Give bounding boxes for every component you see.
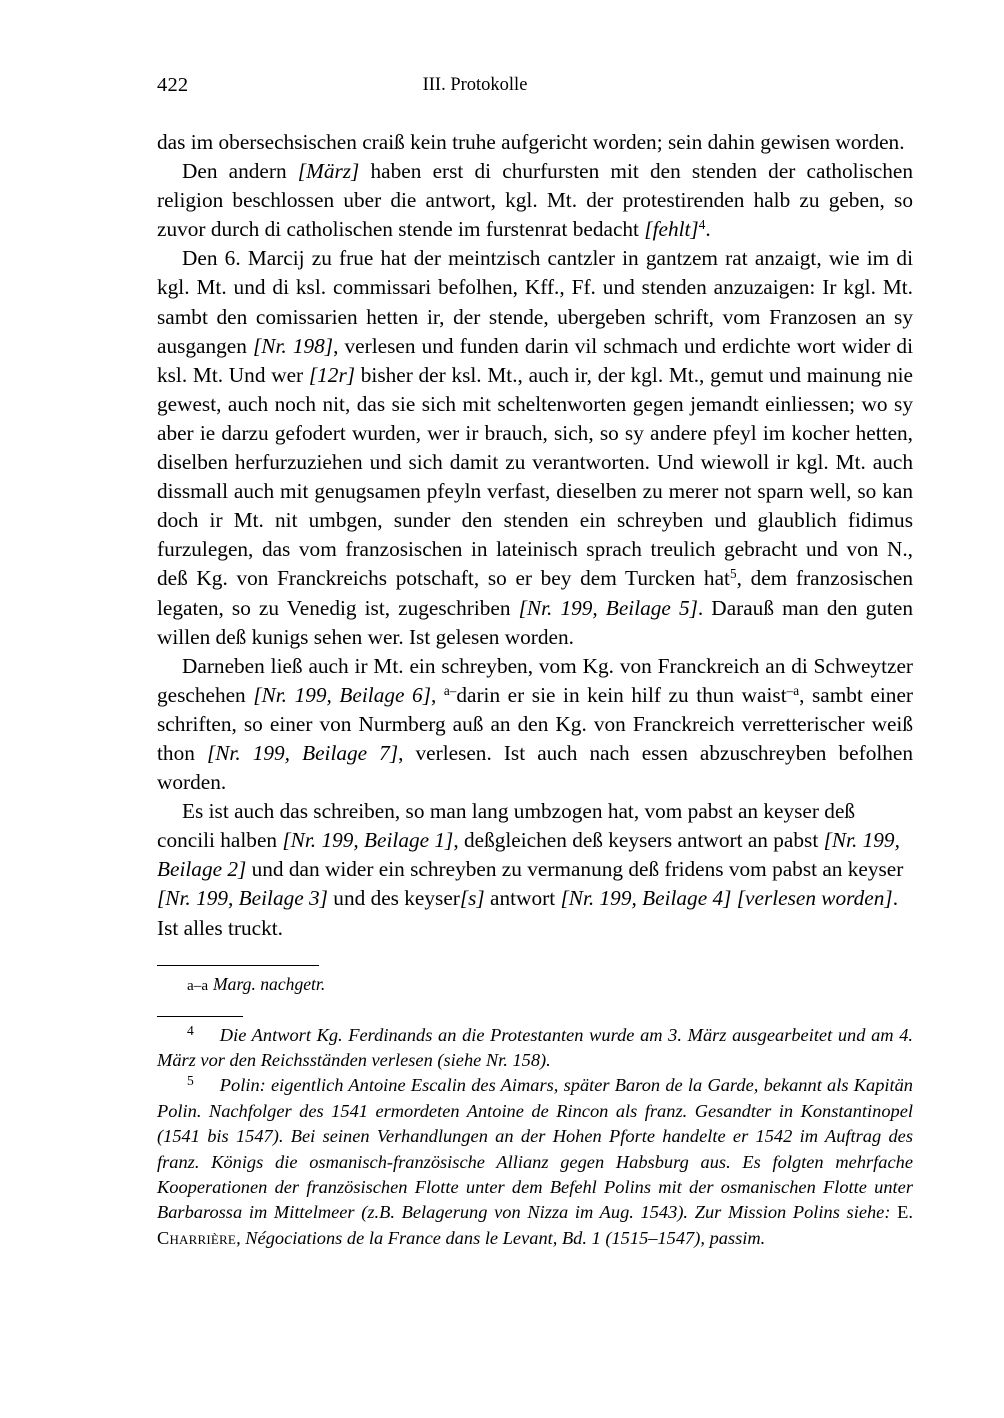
running-head xyxy=(157,74,913,114)
critical-apparatus xyxy=(157,972,913,998)
editorial-insertion: [Nr. 199, Beilage 6] xyxy=(253,682,431,707)
text-run: bisher der ksl. Mt., auch ir, der kgl. Mt., gemut und mainung nie gewest, auch noch nit, das sie sich mit scheltenworten gegen jemandt einliessen; wo sy aber ie darzu gefodert wurden, wer ir brauch, sich, so sy andere pfeyl im kocher hetten, diselben herfurzuziehen und sich damit zu verantworten. Und wiewoll ir kgl. Mt. auch dissmall auch mit genugsamen pfeyln verfast, dieselben zu merer not sparn well, so kan doch ir Mt. nit umbgen, sunder den stenden ein schreyben und glaublich fidimus furzulegen, das vom franzosischen in lateinisch sprach treulich gebracht und von N., deß Kg. von Franckreichs potschaft, so er bey dem Turcken hat xyxy=(157,362,913,591)
body-paragraph xyxy=(157,128,913,157)
editorial-insertion: [Nr. 199, Beilage 5] xyxy=(518,595,698,620)
text-run: , verlesen. Ist auch nach essen abzuschreyben befolhen worden. xyxy=(157,740,914,795)
text-run: . Ist alles truckt. xyxy=(157,886,899,940)
notes-section xyxy=(157,965,913,1252)
text-run: , Négociations de la France dans le Levant, Bd. 1 (1515–1547), passim. xyxy=(236,1227,766,1248)
running-title: III. Protokolle xyxy=(422,75,528,95)
text-run: darin er sie in kein hilf zu thun waist xyxy=(456,682,787,707)
text-run: , xyxy=(430,682,444,707)
apparatus-entry-text: Marg. nachgetr. xyxy=(213,973,326,994)
text-run: . Darauß man den guten willen deß kunigs sehen wer. Ist gelesen worden. xyxy=(157,595,913,649)
roman-text: E. xyxy=(897,1202,913,1223)
body-text xyxy=(157,128,913,943)
text-run: Darneben ließ auch ir Mt. ein schreyben, vom Kg. von Franckreich an di Schweytzer geschehen xyxy=(157,653,913,707)
text-run: haben erst di churfursten mit den stenden der catholischen religion beschlossen uber die antwort, kgl. Mt. der protestirenden halb zu geben, so zuvor durch di catholischen stende im furstenrat bedacht xyxy=(157,159,913,242)
body-paragraph xyxy=(157,244,913,651)
apparatus-marker: a– xyxy=(443,682,457,698)
editorial-insertion: [Nr. 198] xyxy=(253,333,334,358)
text-run: Den andern xyxy=(182,159,298,184)
apparatus-entry xyxy=(157,972,913,998)
text-run: Die Antwort Kg. Ferdinands an die Protestanten wurde am 3. März ausgearbeitet und am 4. März vor den Reichsständen verlesen (siehe Nr. 158). xyxy=(157,1024,913,1071)
text-run: , verlesen und funden darin vil schmach und erdichte wort wider di ksl. Mt. Und wer xyxy=(157,333,913,387)
editorial-insertion: [Nr. 199, Beilage 2] xyxy=(157,828,900,882)
text-run: , sambt einer schriften, so einer von Nurmberg auß an den Kg. von Franckreich verretterischer weiß thon xyxy=(157,682,913,765)
apparatus-marker: –a xyxy=(786,682,800,698)
text-run: das im obersechsischen craiß kein truhe aufgericht worden; sein dahin gewisen worden. xyxy=(157,130,905,154)
text-run: . xyxy=(705,217,711,242)
footnotes xyxy=(157,1023,913,1252)
editorial-insertion: [Nr. 199, Beilage 3] xyxy=(157,886,328,911)
text-run: und dan wider ein schreyben zu vermanung deß fridens vom pabst an keyser xyxy=(246,857,904,882)
editorial-insertion: [Nr. 199, Beilage 7] xyxy=(206,740,399,765)
body-paragraph xyxy=(157,652,913,797)
footnote-marker: 5 xyxy=(729,566,737,582)
footnote-rule xyxy=(157,1016,243,1017)
apparatus-rule xyxy=(157,965,319,966)
text-run: Polin: eigentlich Antoine Escalin des Aimars, später Baron de la Garde, bekannt als Kapitän Polin. Nachfolger des 1541 ermordeten Antoine de Rincon als franz. Gesandter in Konstantinopel (1541 bis 1547). Bei seinen Verhandlungen an der Hohen Pforte handelte er 1542 im Auftrag des franz. Königs die osmanisch-französische Allianz gegen Habsburg aus. Es folgten mehrfache Kooperationen der französischen Flotte unter dem Befehl Polins mit der osmanischen Flotte unter Barbarossa im Mittelmeer (z.B. Belagerung von Nizza im Aug. 1543). Zur Mission Polins siehe: xyxy=(157,1075,913,1223)
body-paragraph xyxy=(157,157,913,244)
text-run: , deßgleichen deß keysers antwort an pabst xyxy=(453,828,824,853)
editorial-insertion: [fehlt] xyxy=(644,217,699,242)
editorial-insertion: [s] xyxy=(459,886,485,911)
footnote-entry: 5 Polin: eigentlich Antoine Escalin des Aimars, später Baron de la Garde, bekannt als Kapitän Polin. Nachfolger des 1541 ermordeten Antoine de Rincon als franz. Gesandter in Konstantinopel (1541 bis 1547). Bei seinen Verhandlungen an der Hohen Pforte handelte er 1542 im Auftrag des franz. Königs die osmanisch-französische Allianz gegen Habsburg aus. Es folgten mehrfache Kooperationen der französischen Flotte unter dem Befehl Polins mit der osmanischen Flotte unter Barbarossa im Mittelmeer (z.B. Belagerung von Nizza im Aug. 1543). Zur Mission Polins siehe: E. Charrière, Négociations de la France dans le Levant, Bd. 1 (1515–1547), passim. xyxy=(157,1073,913,1248)
footnote-entry: 4 Die Antwort Kg. Ferdinands an die Protestanten wurde am 3. März ausgearbeitet und am 4. März vor den Reichsständen verlesen (siehe Nr. 158). xyxy=(157,1022,913,1071)
page-number: 422 xyxy=(157,74,189,96)
author-name-smallcaps: Charrière xyxy=(157,1227,237,1248)
text-run: und des keyser xyxy=(327,886,460,911)
footnote-marker: 4 xyxy=(698,217,706,233)
editorial-insertion: [Nr. 199, Beilage 1] xyxy=(282,828,454,853)
text-run: antwort xyxy=(484,886,561,911)
editorial-insertion: [Nr. 199, Beilage 4] [verlesen worden] xyxy=(560,886,893,911)
editorial-insertion: [12r] xyxy=(308,362,356,387)
text-run: Es ist auch das schreiben, so man lang umbzogen hat, vom pabst an keyser deß concili halben xyxy=(157,799,856,853)
editorial-insertion: [März] xyxy=(297,159,360,184)
text-run: Den 6. Marcij zu frue hat der meintzisch cantzler in gantzem rat anzaigt, wie im di kgl. Mt. und di ksl. commissari befolhen, Kff., Ff. und stenden anzuzaigen: Ir kgl. Mt. sambt den comissarien hetten ir, der stende, ubergeben schrift, vom Franzosen an sy ausgangen xyxy=(157,246,913,358)
body-paragraph xyxy=(157,797,913,942)
text-run: , dem franzosischen legaten, so zu Venedig ist, zugeschriben xyxy=(157,566,913,620)
page-content xyxy=(157,0,913,1251)
apparatus-entry-mark: a–a xyxy=(187,976,209,994)
